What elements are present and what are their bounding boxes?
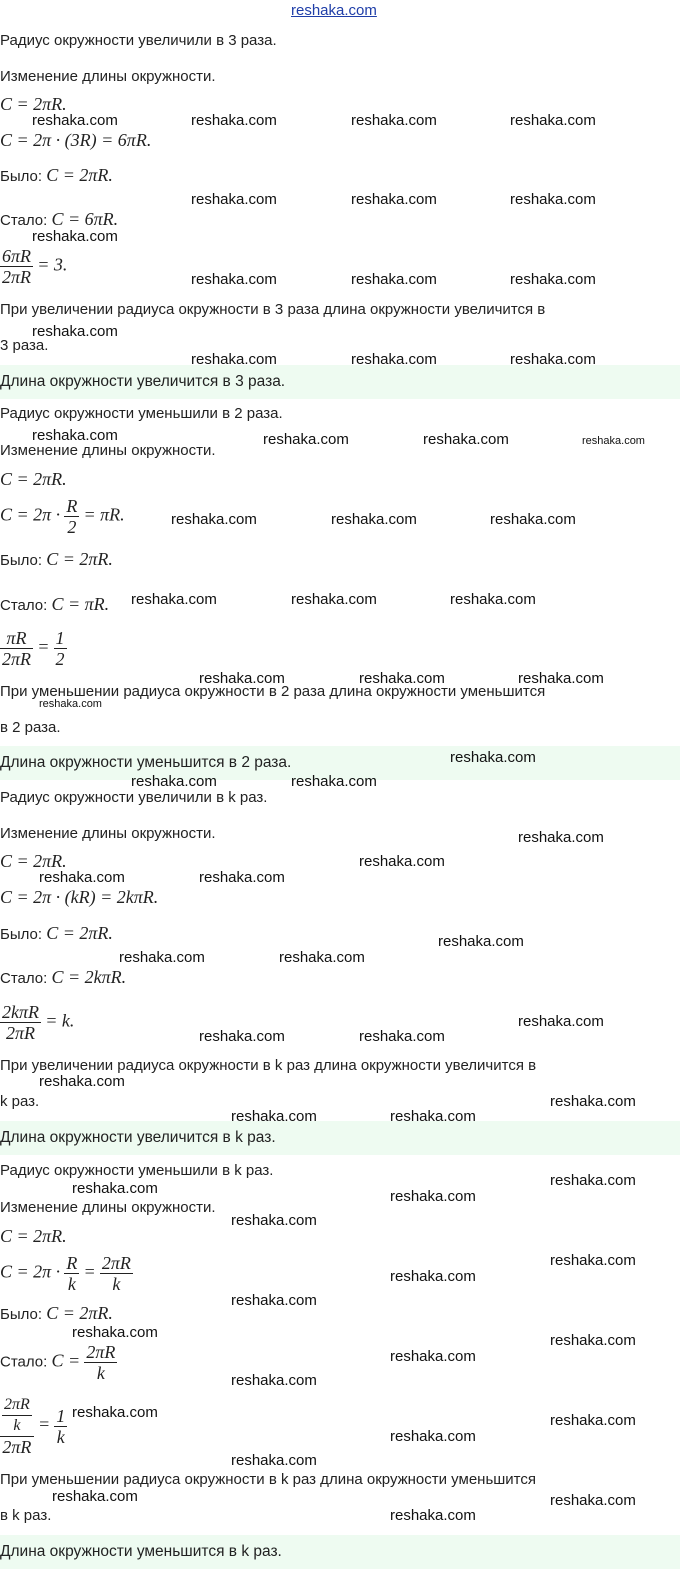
s1-ratio-fraction	[0, 246, 33, 287]
s2-now	[0, 595, 109, 615]
s2-was	[0, 550, 113, 570]
watermark: reshaka.com	[450, 749, 536, 766]
watermark: reshaka.com	[231, 1292, 317, 1309]
s4-ratio-top-num: 2πR	[2, 1395, 32, 1416]
s4-formula-2	[0, 1253, 133, 1294]
s1-ratio-den: 2πR	[2, 267, 32, 287]
s1-now-value: C = 6πR.	[51, 209, 119, 229]
s2-intro: Радиус окружности уменьшили в 2 раза.	[0, 405, 283, 422]
s1-was-label: Было:	[0, 168, 43, 185]
s4-ratio-top-den: k	[13, 1417, 21, 1434]
s2-f2-den: 2	[67, 517, 77, 537]
site-link[interactable]: reshaka.com	[291, 2, 377, 19]
s3-was	[0, 924, 113, 944]
s4-now-pre: C =	[51, 1350, 81, 1371]
s1-conclusion-2: 3 раза.	[0, 337, 49, 354]
watermark: reshaka.com	[518, 1013, 604, 1030]
s4-conclusion-1: При уменьшении радиуса окружности в k раз длина окружности уменьшится	[0, 1471, 537, 1488]
s4-f2-den2: k	[112, 1274, 121, 1294]
s3-was-label: Было:	[0, 926, 43, 943]
s3-ratio-fraction	[0, 1002, 41, 1043]
watermark: reshaka.com	[450, 591, 536, 608]
watermark: reshaka.com	[518, 829, 604, 846]
watermark: reshaka.com	[72, 1324, 158, 1341]
watermark: reshaka.com	[32, 323, 118, 340]
s2-formula-2	[0, 496, 125, 537]
s4-f2-fraction	[64, 1253, 79, 1294]
s4-ratio-top	[0, 1395, 34, 1437]
s4-ratio-res-den: k	[56, 1426, 65, 1447]
watermark: reshaka.com	[191, 271, 277, 288]
s4-conclusion-2: в k раз.	[0, 1507, 52, 1524]
s1-answer: Длина окружности увеличится в 3 раза.	[0, 365, 680, 399]
watermark: reshaka.com	[191, 351, 277, 368]
s4-formula-1: C = 2πR.	[0, 1226, 67, 1246]
watermark: reshaka.com	[390, 1188, 476, 1205]
watermark: reshaka.com	[199, 670, 285, 687]
watermark: reshaka.com	[390, 1348, 476, 1365]
watermark: reshaka.com	[423, 431, 509, 448]
watermark: reshaka.com	[39, 869, 125, 886]
s1-ratio-result: = 3.	[37, 254, 68, 275]
watermark: reshaka.com	[510, 271, 596, 288]
s4-was	[0, 1304, 113, 1324]
s2-answer: Длина окружности уменьшится в 2 раза.	[0, 746, 680, 780]
s4-ratio-result	[54, 1406, 67, 1447]
s2-now-value: C = πR.	[51, 594, 110, 614]
s2-f2-fraction	[64, 496, 79, 537]
s4-now-fraction	[84, 1342, 117, 1383]
watermark: reshaka.com	[32, 427, 118, 444]
s3-was-value: C = 2πR.	[46, 923, 113, 943]
s4-ratio-inner-fraction	[2, 1395, 32, 1436]
s4-now-num: 2πR	[86, 1342, 116, 1362]
s1-intro: Радиус окружности увеличили в 3 раза.	[0, 32, 277, 49]
s4-was-value: C = 2πR.	[46, 1303, 113, 1323]
s3-now	[0, 968, 126, 988]
watermark: reshaka.com	[390, 1108, 476, 1125]
s2-ratio-result	[54, 628, 67, 669]
watermark: reshaka.com	[72, 1404, 158, 1421]
s1-ratio	[0, 246, 67, 287]
s4-ratio-res-num: 1	[56, 1405, 66, 1426]
watermark: reshaka.com	[550, 1093, 636, 1110]
watermark: reshaka.com	[199, 1028, 285, 1045]
s1-was-value: C = 2πR.	[46, 165, 113, 185]
watermark: reshaka.com	[72, 1180, 158, 1197]
watermark: reshaka.com	[231, 1452, 317, 1469]
watermark: reshaka.com	[550, 1332, 636, 1349]
s3-formula-2: C = 2π · (kR) = 2kπR.	[0, 887, 159, 907]
watermark: reshaka.com	[231, 1108, 317, 1125]
watermark: reshaka.com	[231, 1212, 317, 1229]
s2-conclusion-2: в 2 раза.	[0, 719, 61, 736]
watermark: reshaka.com	[331, 511, 417, 528]
s2-was-label: Было:	[0, 552, 43, 569]
s4-ratio-fraction	[0, 1395, 34, 1457]
s2-f2-num: R	[66, 496, 78, 516]
watermark: reshaka.com	[351, 351, 437, 368]
watermark: reshaka.com	[550, 1172, 636, 1189]
watermark: reshaka.com	[510, 191, 596, 208]
watermark: reshaka.com	[550, 1492, 636, 1509]
s4-f2-num: R	[66, 1253, 78, 1273]
watermark: reshaka.com	[39, 698, 102, 710]
s1-was	[0, 166, 113, 186]
s3-change: Изменение длины окружности.	[0, 825, 216, 842]
s2-ratio	[0, 628, 67, 669]
watermark: reshaka.com	[191, 112, 277, 129]
s1-change: Изменение длины окружности.	[0, 68, 216, 85]
s2-ratio-res-den: 2	[55, 649, 65, 669]
watermark: reshaka.com	[131, 591, 217, 608]
s2-conclusion-1: При уменьшении радиуса окружности в 2 раза длина окружности уменьшится	[0, 683, 546, 700]
watermark: reshaka.com	[550, 1412, 636, 1429]
s3-answer: Длина окружности увеличится в k раз.	[0, 1121, 680, 1155]
watermark: reshaka.com	[351, 112, 437, 129]
s4-f2-den: k	[67, 1274, 76, 1294]
watermark: reshaka.com	[279, 949, 365, 966]
watermark: reshaka.com	[131, 773, 217, 790]
s2-change: Изменение длины окружности.	[0, 442, 216, 459]
s1-now	[0, 210, 118, 230]
watermark: reshaka.com	[351, 271, 437, 288]
s4-ratio	[0, 1395, 67, 1457]
s3-intro: Радиус окружности увеличили в k раз.	[0, 789, 268, 806]
watermark: reshaka.com	[518, 670, 604, 687]
watermark: reshaka.com	[263, 431, 349, 448]
watermark: reshaka.com	[231, 1372, 317, 1389]
s3-ratio-result: = k.	[45, 1010, 75, 1031]
s4-f2-num2: 2πR	[101, 1253, 131, 1273]
s2-f2-pre: C = 2π ·	[0, 504, 61, 525]
watermark: reshaka.com	[359, 670, 445, 687]
watermark: reshaka.com	[199, 869, 285, 886]
watermark: reshaka.com	[582, 435, 645, 447]
s2-was-value: C = 2πR.	[46, 549, 113, 569]
s3-formula-1: C = 2πR.	[0, 851, 67, 871]
watermark: reshaka.com	[390, 1507, 476, 1524]
s4-now-label: Стало:	[0, 1353, 48, 1371]
s4-now	[0, 1342, 117, 1383]
watermark: reshaka.com	[171, 511, 257, 528]
s1-formula-2: C = 2π · (3R) = 6πR.	[0, 130, 152, 150]
s4-f2-fraction-2	[100, 1253, 133, 1294]
s4-now-den: k	[96, 1363, 105, 1383]
s3-ratio-den: 2πR	[6, 1023, 36, 1043]
s3-conclusion-2: k раз.	[0, 1093, 40, 1110]
watermark: reshaka.com	[119, 949, 205, 966]
s2-now-label: Стало:	[0, 597, 48, 614]
s4-was-label: Было:	[0, 1306, 43, 1323]
watermark: reshaka.com	[510, 351, 596, 368]
s4-ratio-eq: =	[37, 1413, 51, 1434]
watermark: reshaka.com	[359, 1028, 445, 1045]
s1-now-label: Стало:	[0, 212, 48, 229]
s2-ratio-res-num: 1	[55, 628, 65, 648]
s2-f2-post: = πR.	[83, 504, 125, 525]
s3-ratio-num: 2kπR	[2, 1002, 40, 1022]
s4-f2-pre: C = 2π ·	[0, 1261, 61, 1282]
watermark: reshaka.com	[32, 228, 118, 245]
watermark: reshaka.com	[359, 853, 445, 870]
s4-answer: Длина окружности уменьшится в k раз.	[0, 1535, 680, 1569]
watermark: reshaka.com	[390, 1268, 476, 1285]
watermark: reshaka.com	[39, 1073, 125, 1090]
watermark: reshaka.com	[291, 773, 377, 790]
s1-ratio-num: 6πR	[2, 246, 32, 266]
s2-ratio-fraction	[0, 628, 33, 669]
watermark: reshaka.com	[291, 591, 377, 608]
s2-ratio-eq: =	[37, 636, 50, 657]
s3-ratio	[0, 1002, 74, 1043]
watermark: reshaka.com	[390, 1428, 476, 1445]
watermark: reshaka.com	[510, 112, 596, 129]
s1-conclusion-1: При увеличении радиуса окружности в 3 раза длина окружности увеличится в	[0, 301, 546, 318]
s3-now-label: Стало:	[0, 970, 48, 987]
watermark: reshaka.com	[32, 112, 118, 129]
watermark: reshaka.com	[490, 511, 576, 528]
watermark: reshaka.com	[52, 1488, 138, 1505]
watermark: reshaka.com	[191, 191, 277, 208]
s3-conclusion-1: При увеличении радиуса окружности в k раз длина окружности увеличится в	[0, 1057, 537, 1074]
watermark: reshaka.com	[550, 1252, 636, 1269]
s2-ratio-den: 2πR	[2, 649, 32, 669]
watermark: reshaka.com	[438, 933, 524, 950]
s2-ratio-num: πR	[0, 628, 33, 649]
s4-f2-eq: =	[83, 1261, 96, 1282]
watermark: reshaka.com	[351, 191, 437, 208]
s4-change: Изменение длины окружности.	[0, 1199, 216, 1216]
s4-ratio-den: 2πR	[2, 1437, 32, 1457]
s4-intro: Радиус окружности уменьшили в k раз.	[0, 1162, 274, 1179]
s1-formula-1: C = 2πR.	[0, 94, 67, 114]
s3-now-value: C = 2kπR.	[51, 967, 127, 987]
s2-formula-1: C = 2πR.	[0, 469, 67, 489]
